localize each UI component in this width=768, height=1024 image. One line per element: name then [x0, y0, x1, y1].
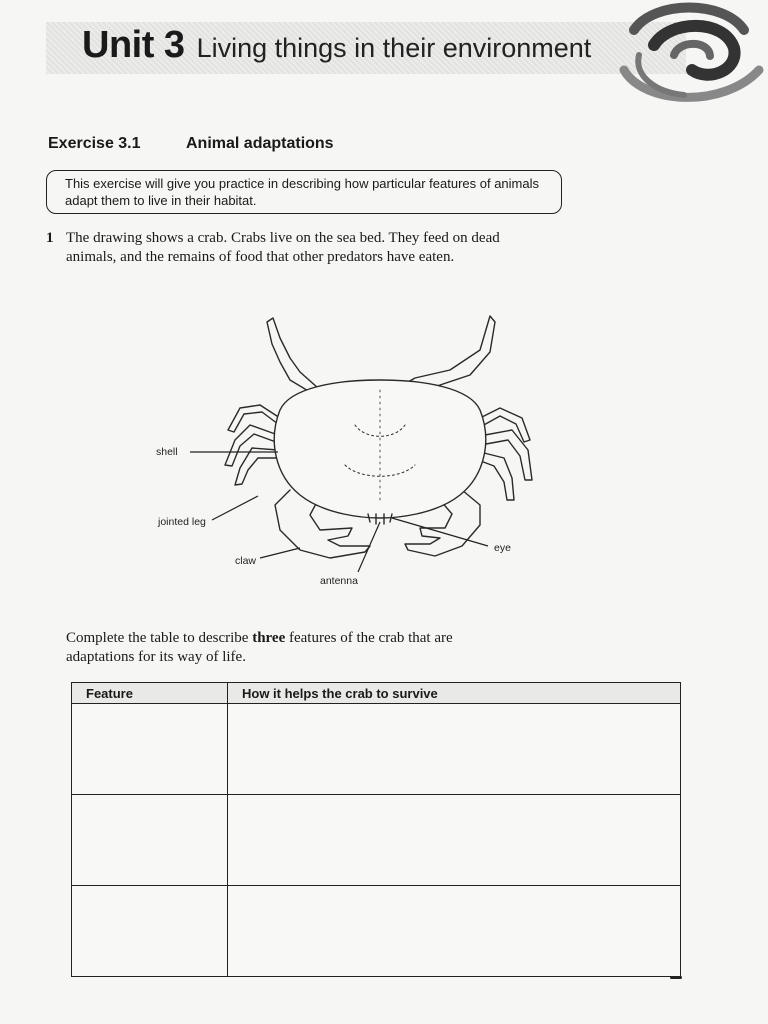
instruction-before: Complete the table to describe	[66, 630, 253, 646]
shell-label: shell	[156, 446, 178, 458]
exercise-heading	[48, 135, 334, 153]
exercise-number: Exercise 3.1	[48, 135, 141, 152]
feature-cell[interactable]	[72, 886, 228, 977]
feature-cell[interactable]	[72, 704, 228, 795]
antenna-label: antenna	[320, 575, 358, 587]
question-text: The drawing shows a crab. Crabs live on the sea bed. They feed on dead animals, and the remains of food that other predators have eaten.	[66, 230, 500, 265]
table-header-row	[72, 683, 681, 704]
crab-shell	[274, 380, 485, 518]
explanation-cell[interactable]	[228, 886, 681, 977]
feature-cell[interactable]	[72, 795, 228, 886]
page-mark	[670, 976, 682, 979]
how-it-helps-header: How it helps the crab to survive	[228, 683, 681, 704]
claw-leader-line	[260, 548, 300, 558]
swirl-logo-icon	[614, 0, 768, 110]
instruction-after: features of the crab that are adaptations for its way of life.	[66, 630, 453, 665]
question-1	[46, 229, 546, 267]
table-row	[72, 795, 681, 886]
unit-title: Living things in their environment	[196, 33, 592, 63]
claw-label: claw	[235, 555, 257, 567]
question-number: 1	[46, 230, 54, 246]
table-row	[72, 704, 681, 795]
intro-box: This exercise will give you practice in describing how particular features of animals adapt them to live in their habitat.	[46, 170, 562, 214]
jointed-leg-leader-line	[212, 496, 258, 520]
explanation-cell[interactable]	[228, 795, 681, 886]
crab-leg-left-3	[235, 448, 278, 485]
instruction-emphasis: three	[252, 630, 286, 646]
feature-header: Feature	[72, 683, 228, 704]
antenna-leader-line	[358, 522, 380, 572]
page-title	[82, 24, 591, 67]
crab-back-leg-left	[267, 318, 318, 395]
crab-leg-right-1	[480, 408, 530, 442]
table-instruction	[66, 629, 486, 667]
adaptations-table	[71, 682, 681, 977]
table-row	[72, 886, 681, 977]
unit-label: Unit 3	[82, 24, 185, 66]
explanation-cell[interactable]	[228, 704, 681, 795]
crab-diagram	[140, 300, 560, 600]
jointed-leg-label: jointed leg	[158, 516, 206, 528]
eye-label: eye	[494, 542, 511, 554]
exercise-title: Animal adaptations	[186, 135, 334, 152]
crab-leg-left-1	[228, 405, 280, 432]
